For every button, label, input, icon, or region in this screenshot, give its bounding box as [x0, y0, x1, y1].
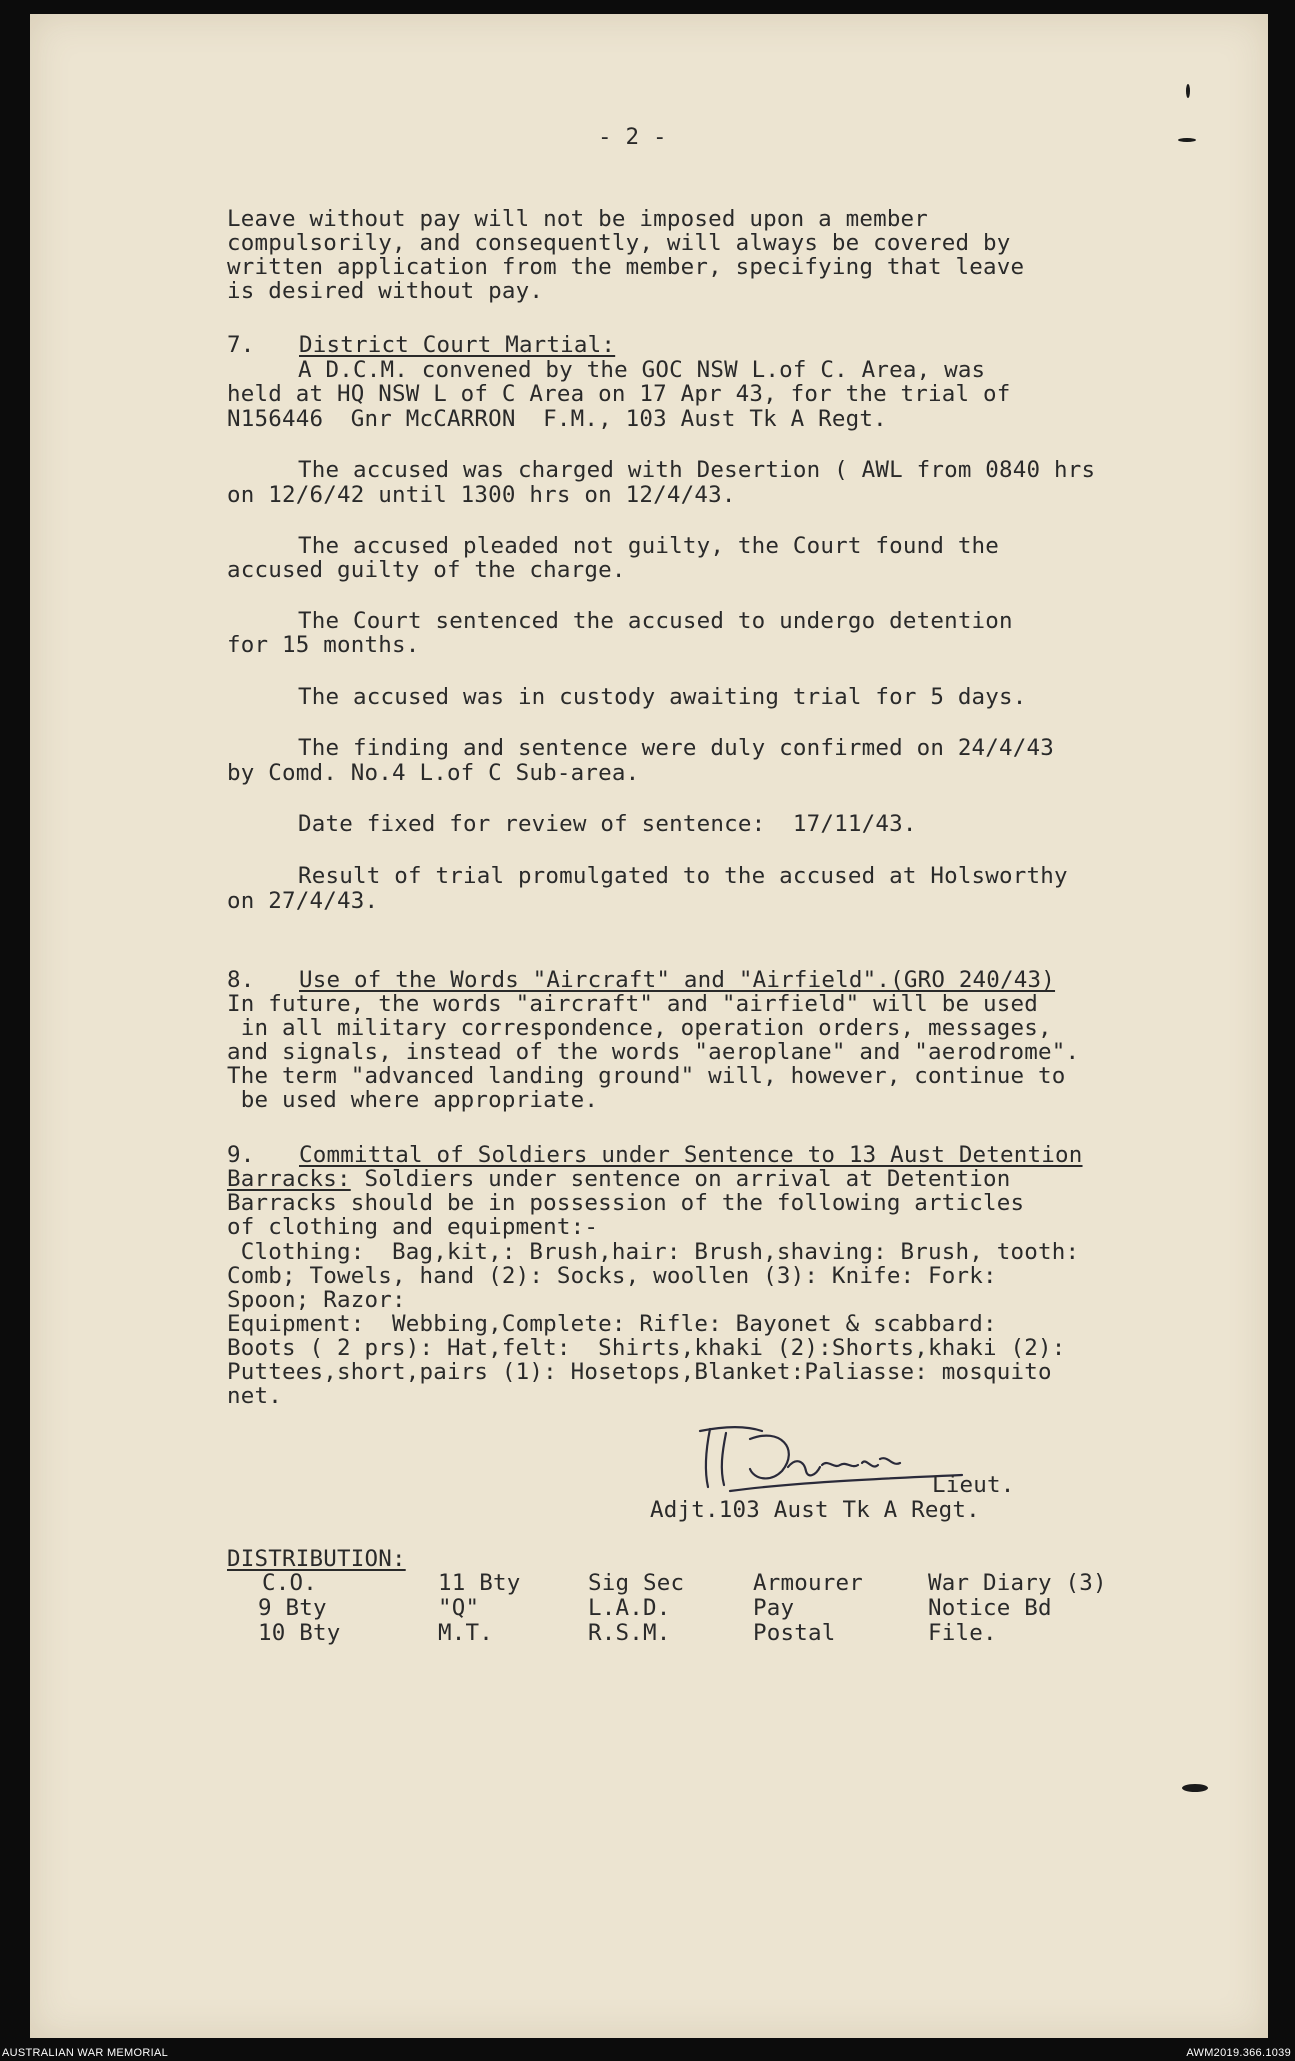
section9-line2-rest: Soldiers under sentence on arrival at Detention: [350, 1166, 1011, 1192]
section8-line5: be used where appropriate.: [227, 1087, 599, 1113]
section9-line4: of clothing and equipment:-: [227, 1214, 599, 1240]
section8-line2: in all military correspondence, operation orders, messages,: [227, 1015, 1052, 1041]
distribution-item: Postal: [753, 1620, 836, 1646]
footer-left: AUSTRALIAN WAR MEMORIAL: [2, 2047, 169, 2059]
section8-line4: The term "advanced landing ground" will, however, continue to: [227, 1063, 1066, 1089]
section7-para5: The accused was in custody awaiting trial for 5 days.: [298, 684, 1027, 710]
section9-line9: Boots ( 2 prs): Hat,felt: Shirts,khaki (2):Shorts,khaki (2):: [227, 1335, 1066, 1361]
distribution-item: R.S.M.: [588, 1620, 671, 1646]
section9-line6: Comb; Towels, hand (2): Socks, woollen (3): Knife: Fork:: [227, 1263, 997, 1289]
section7-heading: District Court Martial:: [299, 332, 616, 358]
margin-mark: [1178, 138, 1196, 142]
distribution-item: Pay: [753, 1595, 795, 1621]
section7-para6-line1: The finding and sentence were duly confirmed on 24/4/43: [298, 735, 1055, 761]
distribution-item: War Diary (3): [928, 1570, 1107, 1596]
distribution-item: "Q": [438, 1595, 480, 1621]
section8-heading: Use of the Words "Aircraft" and "Airfield".(GRO 240/43): [299, 967, 1056, 993]
section9-line2: [227, 1166, 1011, 1192]
section7-para3-line1: The accused pleaded not guilty, the Court found the: [298, 533, 1000, 559]
leave-line-2: compulsorily, and consequently, will always be covered by: [227, 230, 1011, 256]
distribution-item: 9 Bty: [258, 1595, 327, 1621]
section7-para1-line3: N156446 Gnr McCARRON F.M., 103 Aust Tk A Regt.: [227, 406, 887, 432]
leave-line-1: Leave without pay will not be imposed upon a member: [227, 206, 929, 232]
section9-line10: Puttees,short,pairs (1): Hosetops,Blanket:Paliasse: mosquito: [227, 1359, 1052, 1385]
section9-line7: Spoon; Razor:: [227, 1287, 406, 1313]
section7-para2-line2: on 12/6/42 until 1300 hrs on 12/4/43.: [227, 482, 736, 508]
margin-mark: [1186, 84, 1190, 98]
section9-line8: Equipment: Webbing,Complete: Rifle: Bayonet & scabbard:: [227, 1311, 997, 1337]
signature-appointment: Adjt.103 Aust Tk A Regt.: [650, 1497, 980, 1523]
distribution-item: Sig Sec: [588, 1570, 685, 1596]
section9-heading-line2: Barracks:: [227, 1166, 351, 1192]
distribution-item: M.T.: [438, 1620, 493, 1646]
distribution-item: File.: [928, 1620, 997, 1646]
section7-para4-line2: for 15 months.: [227, 632, 420, 658]
section7-para3-line2: accused guilty of the charge.: [227, 557, 626, 583]
distribution-item: C.O.: [262, 1570, 317, 1596]
distribution-heading: DISTRIBUTION:: [227, 1546, 406, 1572]
distribution-item: 11 Bty: [438, 1570, 521, 1596]
section7-para8-line2: on 27/4/43.: [227, 888, 379, 914]
section7-para7: Date fixed for review of sentence: 17/11/43.: [298, 811, 917, 837]
section7-number: 7.: [227, 332, 255, 358]
margin-mark: [1182, 1784, 1208, 1792]
distribution-item: Notice Bd: [928, 1595, 1052, 1621]
section7-para4-line1: The Court sentenced the accused to undergo detention: [298, 608, 1013, 634]
distribution-item: Armourer: [753, 1570, 863, 1596]
leave-line-4: is desired without pay.: [227, 278, 544, 304]
leave-line-3: written application from the member, specifying that leave: [227, 254, 1025, 280]
section7-para6-line2: by Comd. No.4 L.of C Sub-area.: [227, 760, 640, 786]
section9-line11: net.: [227, 1383, 282, 1409]
section7-para1-line2: held at HQ NSW L of C Area on 17 Apr 43, for the trial of: [227, 381, 1011, 407]
section9-number: 9.: [227, 1142, 255, 1168]
section7-para8-line1: Result of trial promulgated to the accused at Holsworthy: [298, 863, 1068, 889]
footer-right: AWM2019.366.1039: [1186, 2047, 1291, 2059]
section8-line1: In future, the words "aircraft" and "airfield" will be used: [227, 991, 1039, 1017]
section9-line3: Barracks should be in possession of the following articles: [227, 1190, 1025, 1216]
distribution-item: 10 Bty: [258, 1620, 341, 1646]
section7-para1-line1: A D.C.M. convened by the GOC NSW L.of C. Area, was: [298, 357, 986, 383]
section8-line3: and signals, instead of the words "aeroplane" and "aerodrome".: [227, 1039, 1080, 1065]
distribution-item: L.A.D.: [588, 1595, 671, 1621]
section9-heading-line1: Committal of Soldiers under Sentence to 13 Aust Detention: [299, 1142, 1083, 1168]
page-number: - 2 -: [598, 124, 667, 150]
section8-number: 8.: [227, 967, 255, 993]
signature-rank: Lieut.: [932, 1472, 1015, 1498]
section7-para2-line1: The accused was charged with Desertion ( AWL from 0840 hrs: [298, 457, 1096, 483]
document-page: [30, 14, 1268, 2038]
section9-line5: Clothing: Bag,kit,: Brush,hair: Brush,shaving: Brush, tooth:: [227, 1239, 1080, 1265]
